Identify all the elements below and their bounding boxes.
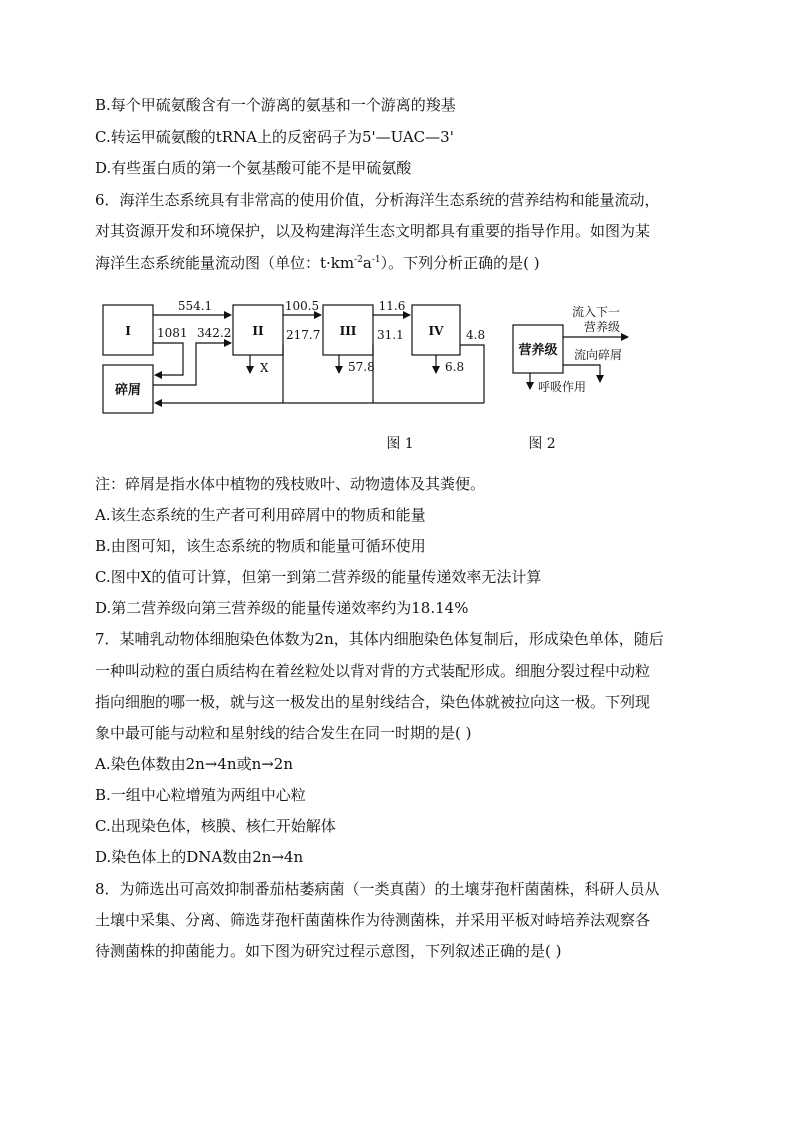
q7-option-a: A.染色体数由2n→4n或n→2n [95,755,294,773]
value-6-8: 6.8 [445,360,465,374]
label-trophic-level: 营养级 [518,343,558,358]
q6-stem-line-2: 对其资源开发和环境保护，以及构建海洋生态文明都具有重要的指导作用。如图为某 [95,222,651,240]
figure-1-diagram [103,305,628,413]
q5-option-c: C.转运甲硫氨酸的tRNA上的反密码子为5'—UAC—3' [95,128,454,146]
q6-stem-line-1: 6．海洋生态系统具有非常高的使用价值，分析海洋生态系统的营养结构和能量流动， [95,191,660,209]
arrow-debris-to-2 [153,343,231,385]
value-554-1: 554.1 [177,299,213,313]
q6-option-d: D.第二营养级向第三营养级的能量传递效率约为18.14% [95,599,469,617]
q7-stem-line-3: 指向细胞的哪一极，就与这一极发出的星射线结合，染色体就被拉向这一极。下列现 [95,693,651,711]
q6-option-c: C.图中X的值可计算，但第一到第二营养级的能量传递效率无法计算 [95,568,542,586]
q5-option-b: B.每个甲硫氨酸含有一个游离的氨基和一个游离的羧基 [95,96,456,114]
caption-figure-2: 图 2 [528,436,556,452]
q6-stem-unit-post: ）。下列分析正确的是( ) [380,254,540,272]
q8-stem-line-3: 待测菌株的抑菌能力。如下图为研究过程示意图，下列叙述正确的是( ) [95,942,562,960]
q6-stem-unit-mid: a [362,254,372,272]
q6-option-a: A.该生态系统的生产者可利用碎屑中的物质和能量 [95,506,426,524]
value-x: X [260,361,269,375]
label-respiration: 呼吸作用 [538,380,587,394]
q7-stem-line-4: 象中最可能与动粒和星射线的结合发生在同一时期的是( ) [95,724,472,742]
q7-option-b: B.一组中心粒增殖为两组中心粒 [95,786,306,804]
energy-flow-figure [0,285,794,465]
value-342-2: 342.2 [197,326,232,340]
q7-stem-line-2: 一种叫动粒的蛋白质结构在着丝粒处以背对背的方式装配形成。细胞分裂过程中动粒 [95,662,651,680]
caption-figure-1: 图 1 [386,436,414,452]
value-11-6: 11.6 [378,299,406,313]
value-217-7: 217.7 [286,328,321,342]
q6-option-b: B.由图可知，该生态系统的物质和能量可循环使用 [95,537,426,555]
q5-option-d: D.有些蛋白质的第一个氨基酸可能不是甲硫氨酸 [95,159,412,177]
label-box-1: I [125,324,131,338]
value-4-8: 4.8 [466,328,486,342]
label-box-4: IV [428,324,444,338]
label-to-next-1: 流入下一 [572,305,621,319]
value-1081: 1081 [157,326,188,340]
label-box-3: III [339,324,357,338]
label-to-debris: 流向碎屑 [574,348,623,362]
arrow-1-to-debris [153,343,183,375]
q7-option-c: C.出现染色体，核膜、核仁开始解体 [95,817,336,835]
label-to-next-2: 营养级 [584,320,621,334]
value-57-8: 57.8 [348,360,375,374]
q6-note: 注：碎屑是指水体中植物的残枝败叶、动物遗体及其粪便。 [95,475,486,493]
q8-stem-line-2: 土壤中采集、分离、筛选芽孢杆菌菌株作为待测菌株，并采用平板对峙培养法观察各 [95,911,651,929]
value-100-5: 100.5 [284,299,320,313]
label-box-debris: 碎屑 [114,383,142,398]
q6-stem-unit-sup2: -1 [371,255,381,265]
q6-stem-unit-pre: 海洋生态系统能量流动图（单位：t·km [95,254,355,272]
q7-stem-line-1: 7．某哺乳动物体细胞染色体数为2n，其体内细胞染色体复制后，形成染色单体，随后 [95,630,664,648]
label-box-2: II [252,324,264,338]
value-31-1: 31.1 [377,328,404,342]
q7-option-d: D.染色体上的DNA数由2n→4n [95,848,304,866]
q6-stem-unit-sup1: -2 [354,255,363,265]
line-4-out [460,345,484,403]
q6-stem-line-3 [95,253,540,273]
q8-stem-line-1: 8．为筛选出可高效抑制番茄枯萎病菌（一类真菌）的土壤芽孢杆菌菌株，科研人员从 [95,880,660,898]
